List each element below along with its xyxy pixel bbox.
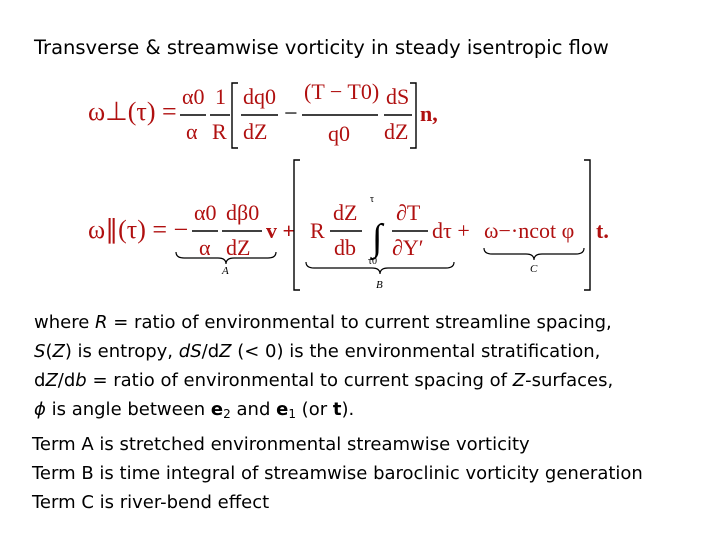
- eq1-frac4-num: (T − T0): [304, 79, 380, 104]
- terms-block: [32, 430, 643, 517]
- eq1-left-bracket: [232, 83, 238, 148]
- label-A: A: [222, 265, 229, 277]
- eq2-v: v +: [266, 218, 296, 243]
- eq1-minus: −: [284, 101, 298, 127]
- eq1-frac2-num: 1: [215, 84, 226, 109]
- definition-S: S(Z) is entropy, dS/dZ (< 0) is the environmental stratification,: [34, 341, 601, 362]
- underbrace-B: [306, 262, 454, 274]
- equation-streamwise-vorticity: [88, 160, 609, 291]
- term-C-description: Term C is river-bend effect: [32, 492, 270, 513]
- eq2-fracA-den: α: [199, 235, 211, 260]
- eq2-fracB2-den: ∂Y′: [392, 235, 424, 260]
- eq1-tail: n,: [420, 101, 438, 126]
- definition-phi: ϕ is angle between $e_2$ and $e_1$ (or t).: [34, 399, 355, 421]
- eq2-integral-sign: ∫: [372, 217, 383, 259]
- definition-R: where R = ratio of environmental to current streamline spacing,: [34, 312, 612, 333]
- definition-dZdb: dZ/db = ratio of environmental to current spacing of Z-surfaces,: [34, 370, 614, 391]
- eq2-right-bracket: [584, 160, 590, 290]
- eq1-frac3-num: dq0: [243, 84, 276, 109]
- underbrace-C: [484, 248, 584, 260]
- definitions-block: [34, 308, 613, 424]
- label-B: B: [376, 279, 383, 291]
- eq1-frac1-num: α0: [182, 84, 205, 109]
- eq2-int-upper: τ: [370, 194, 375, 205]
- eq2-dtau: dτ +: [432, 218, 470, 243]
- equation-transverse-vorticity: [88, 79, 438, 148]
- label-C: C: [530, 263, 538, 275]
- eq2-lhs: ω∥(τ) = −: [88, 215, 189, 244]
- eq2-int-lower: τ0: [368, 256, 378, 267]
- slide-title: Transverse & streamwise vorticity in steady isentropic flow: [34, 36, 609, 59]
- eq1-frac5-num: dS: [386, 84, 410, 109]
- eq2-fracB-den: db: [334, 235, 356, 260]
- eq1-frac2-den: R: [212, 119, 227, 144]
- eq2-fracA2-den: dZ: [226, 235, 251, 260]
- term-B-description: Term B is time integral of streamwise baroclinic vorticity generation: [32, 463, 643, 484]
- eq2-tail: t.: [596, 218, 609, 243]
- eq2-fracA2-num: dβ0: [226, 200, 260, 225]
- eq1-frac3-den: dZ: [243, 119, 268, 144]
- eq1-lhs: ω⊥(τ) =: [88, 97, 177, 126]
- eq2-fracA-num: α0: [194, 200, 217, 225]
- term-A-description: Term A is stretched environmental streamwise vorticity: [32, 434, 530, 455]
- eq1-frac1-den: α: [186, 119, 198, 144]
- eq1-frac5-den: dZ: [384, 119, 409, 144]
- eq2-fracB-num: dZ: [333, 200, 358, 225]
- eq2-fracB2-num: ∂T: [396, 200, 421, 225]
- eq2-R: R: [310, 218, 325, 243]
- eq1-frac4-den: q0: [328, 121, 350, 146]
- eq2-termC: ω−·ncot φ: [484, 218, 575, 243]
